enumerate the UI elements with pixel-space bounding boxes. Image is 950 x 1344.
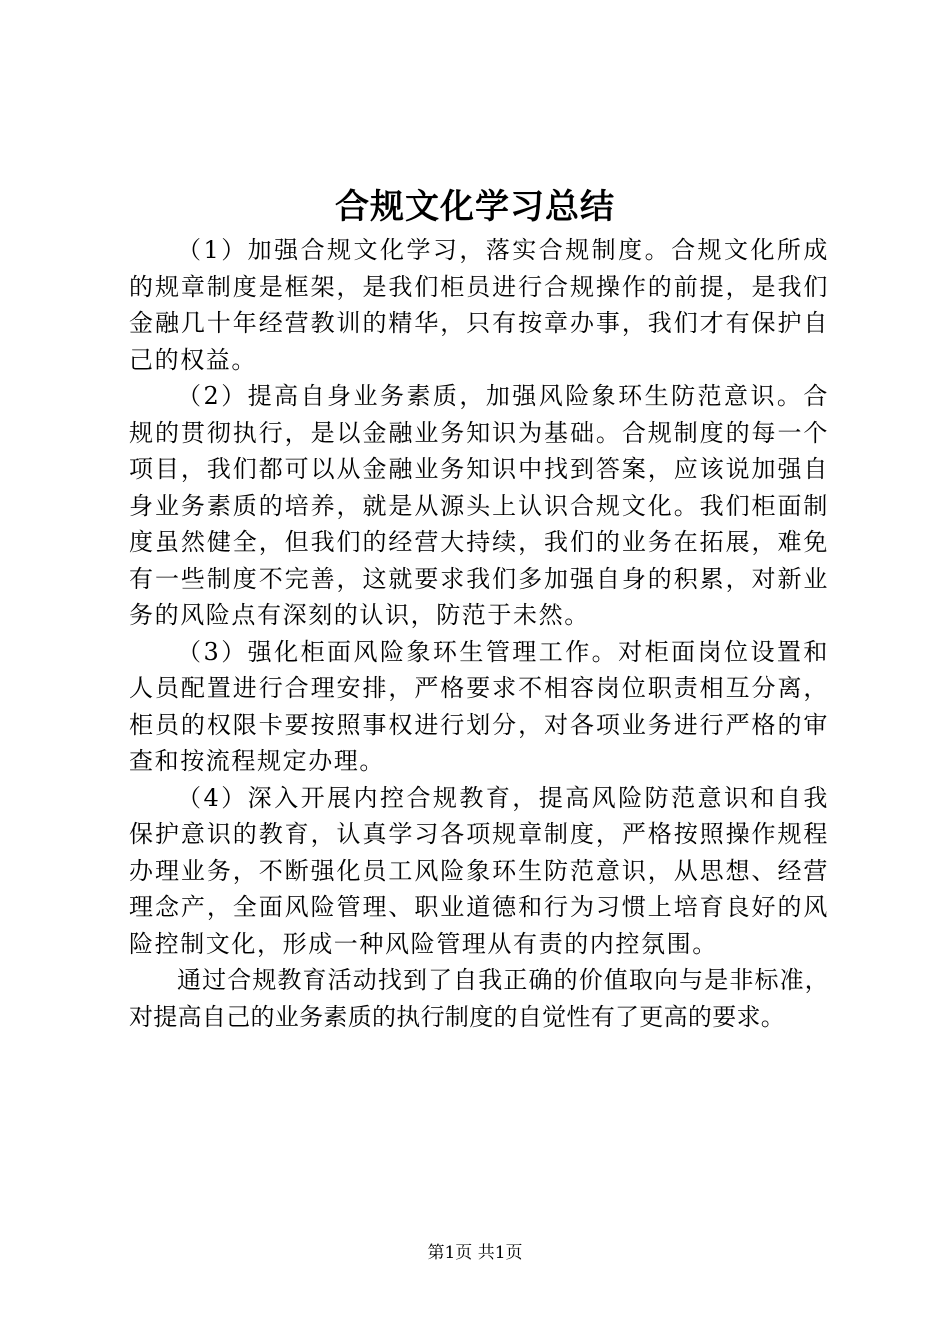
document-body (129, 232, 829, 1035)
paragraph-1: （1）加强合规文化学习，落实合规制度。合规文化所成的规章制度是框架，是我们柜员进行合规操作的前提，是我们金融几十年经营教训的精华，只有按章办事，我们才有保护自己的权益。 (129, 236, 829, 374)
page-title: 合规文化学习总结 (335, 187, 615, 227)
paragraph-2: （2）提高自身业务素质，加强风险象环生防范意识。合规的贯彻执行，是以金融业务知识为基础。合规制度的每一个项目，我们都可以从金融业务知识中找到答案，应该说加强自身业务素质的培养，就是从源头上认识合规文化。我们柜面制度虽然健全，但我们的经营大持续，我们的业务在拓展，难免有一些制度不完善，这就要求我们多加强自身的积累，对新业务的风险点有深刻的认识，防范于未然。 (129, 382, 829, 629)
paragraph-5: 通过合规教育活动找到了自我正确的价值取向与是非标准，对提高自己的业务素质的执行制度的自觉性有了更高的要求。 (129, 966, 829, 1031)
page-footer: 第1页 共1页 (427, 1243, 523, 1263)
paragraph-4: （4）深入开展内控合规教育，提高风险防范意识和自我保护意识的教育，认真学习各项规章制度，严格按照操作规程办理业务，不断强化员工风险象环生防范意识，从思想、经营理念产，全面风险管理、职业道德和行为习惯上培育良好的风险控制文化，形成一种风险管理从有责的内控氛围。 (129, 783, 829, 958)
paragraph-3: （3）强化柜面风险象环生管理工作。对柜面岗位设置和人员配置进行合理安排，严格要求不相容岗位职责相互分离，柜员的权限卡要按照事权进行划分，对各项业务进行严格的审查和按流程规定办理。 (129, 637, 829, 775)
